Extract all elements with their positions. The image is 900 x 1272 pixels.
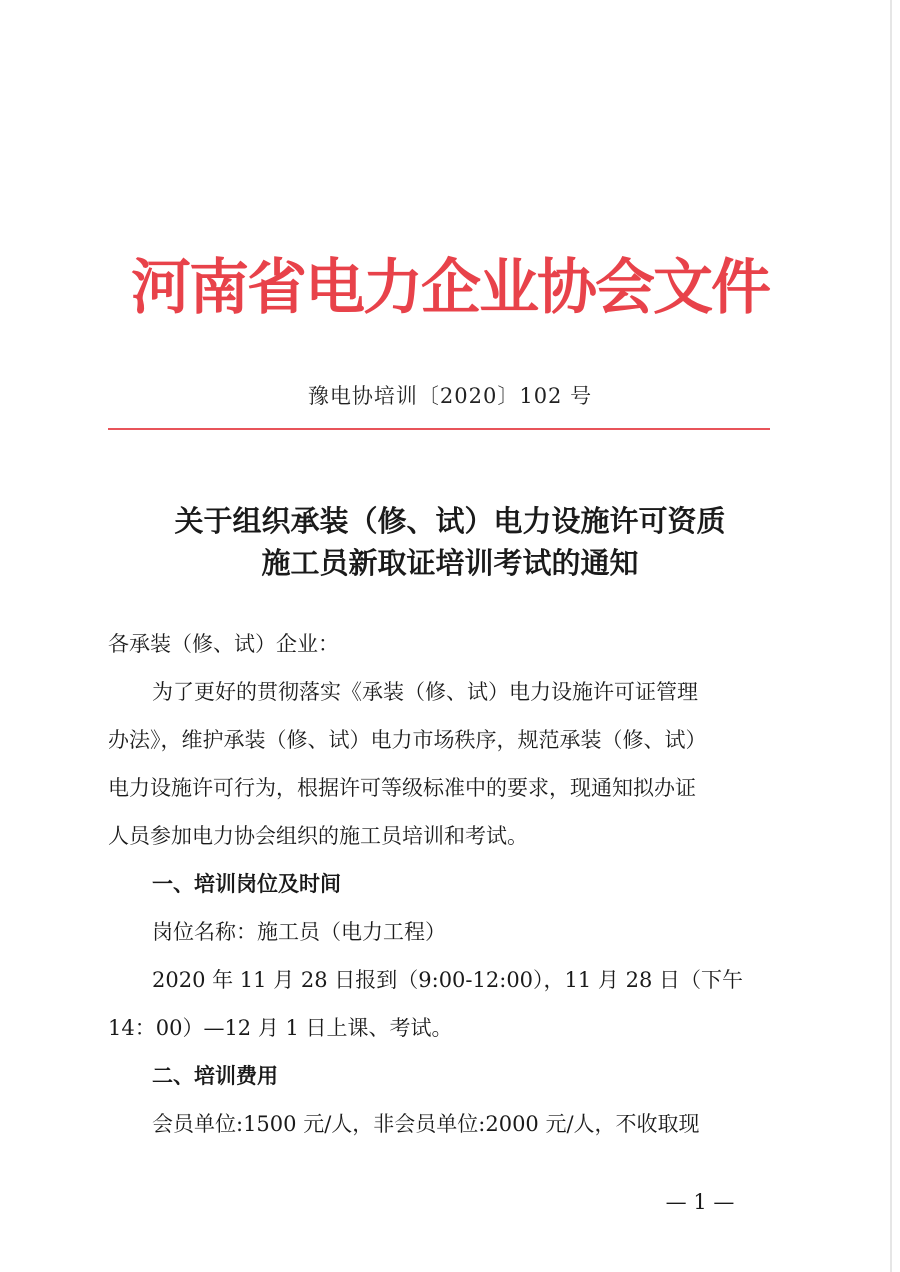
document-number: 豫电协培训〔2020〕102 号	[307, 384, 593, 408]
intro-line-1: 为了更好的贯彻落实《承装（修、试）电力设施许可证管理	[152, 680, 698, 704]
scan-edge	[890, 0, 892, 1272]
intro-line-3: 电力设施许可行为，根据许可等级标准中的要求，现通知拟办证	[108, 776, 696, 800]
red-divider-line	[108, 428, 770, 430]
document-title-line-2: 施工员新取证培训考试的通知	[261, 546, 639, 580]
document-title	[0, 500, 900, 584]
section-2-heading: 二、培训费用	[152, 1064, 278, 1088]
intro-line-4: 人员参加电力协会组织的施工员培训和考试。	[108, 824, 528, 848]
section-1-heading: 一、培训岗位及时间	[152, 872, 341, 896]
position-name-line: 岗位名称：施工员（电力工程）	[152, 920, 446, 944]
schedule-line-2: 14：00）—12 月 1 日上课、考试。	[108, 1016, 453, 1040]
document-title-line-1: 关于组织承装（修、试）电力设施许可资质	[174, 504, 726, 538]
issuer-header-title: 河南省电力企业协会文件	[131, 253, 769, 323]
fee-line: 会员单位:1500 元/人，非会员单位:2000 元/人，不收取现	[152, 1112, 700, 1136]
salutation: 各承装（修、试）企业：	[108, 632, 339, 656]
intro-line-2: 办法》，维护承装（修、试）电力市场秩序，规范承装（修、试）	[108, 728, 707, 752]
page-number: — 1 —	[665, 1190, 735, 1214]
schedule-line-1: 2020 年 11 月 28 日报到（9:00-12:00），11 月 28 日（下午	[152, 968, 744, 992]
